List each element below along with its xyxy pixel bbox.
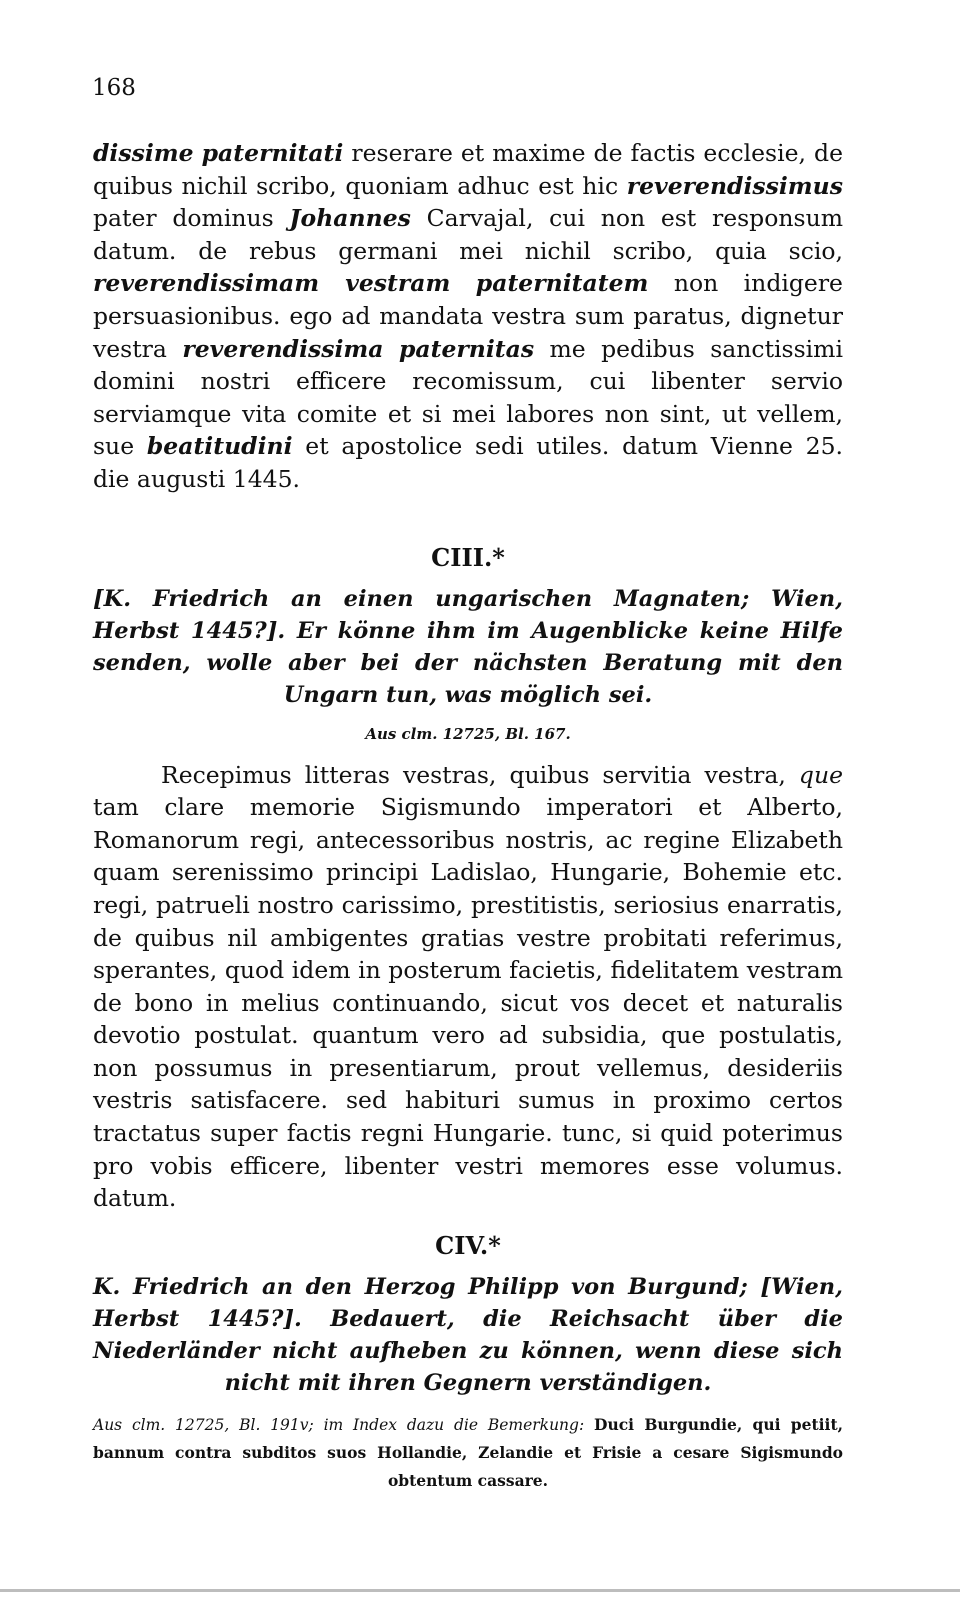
letter-summary-civ: K. Friedrich an den Herzog Philipp von Burgund; [Wien, Herbst 1445?]. Bedauert, die Reichsacht über die Niederländer nicht aufheben zu können, wenn diese sich nicht mit ihren Gegnern verständigen. <box>93 1273 843 1396</box>
text-segment: dissime <box>93 139 194 167</box>
text-segment: paternitatem <box>475 269 649 298</box>
bottom-scan-rule <box>0 1589 960 1592</box>
continuation-paragraph <box>93 137 843 496</box>
text-segment: reserare et maxime de factis ecclesie, de quibus nichil scribo, quoniam adhuc est hic <box>93 139 843 200</box>
text-segment: reverendissimam vestram <box>93 269 451 298</box>
text-segment: non indigere persuasionibus. ego ad mandata vestra sum paratus, dignetur vestra <box>93 269 843 363</box>
text-segment: me pedibus sanctissimi domini nostri efficere recomissum, cui libenter servio serviamque vita comite et si mei labores non sint, ut vellem, sue <box>93 334 843 461</box>
letter-number-ciii: CIII.* <box>431 542 505 572</box>
source-reference: Aus clm. 12725, Bl. 191v; im Index dazu die Bemerkung: <box>93 1415 594 1434</box>
letter-number-civ: CIV.* <box>435 1230 501 1260</box>
source-note-civ <box>93 1411 843 1495</box>
letter-summary-ciii: [K. Friedrich an einen ungarischen Magnaten; Wien, Herbst 1445?]. Er könne ihm im Augenblicke keine Hilfe senden, wolle aber bei der nächsten Beratung mit den Ungarn tun, was möglich sei. <box>93 585 843 708</box>
source-note-ciii: Aus clm. 12725, Bl. 167. <box>365 724 571 743</box>
page-content <box>93 137 843 1495</box>
text-segment: paternitati <box>201 139 344 167</box>
text-segment: et apostolice sedi utiles. datum Vienne 25. die augusti 1445. <box>93 432 843 493</box>
text-segment: paternitas <box>398 334 535 363</box>
source-remark: Duci Burgundie, qui petiit, bannum contra subditos suos Hollandie, Zelandie et Frisie a cesare Sigismundo obtentum cassare. <box>93 1414 843 1490</box>
page-number: 168 <box>92 75 136 101</box>
text-segment: reverendissima <box>182 334 384 363</box>
text-segment: pater dominus <box>93 204 290 233</box>
text-segment: reverendissimus <box>626 171 843 200</box>
text-segment: beatitudini <box>146 432 293 461</box>
text-segment <box>450 269 475 297</box>
text-segment: Carvajal, cui non est responsum datum. de rebus germani mei nichil scribo, quia scio, <box>93 204 843 265</box>
text-segment: que <box>798 760 843 789</box>
text-segment: Johannes <box>289 204 411 233</box>
letter-body-ciii <box>93 759 843 1215</box>
text-segment: tam clare memorie Sigismundo imperatori et Alberto, Romanorum regi, antecessoribus nostris, ac regine Elizabeth quam serenissimo principi Ladislao, Hungarie, Bohemie etc. regi, patrueli nostro carissimo, prestitistis, seriosius enarratis, de quibus nil ambigentes gratias vestre probitati referimus, sperantes, quod idem in posterum facietis, fidelitatem vestram de bono in melius continuando, sicut vos decet et naturalis devotio postulat. quantum vero ad subsidia, que postulatis, non possumus in presentiarum, prout vellemus, desideriis vestris satisfacere. sed habituri sumus in proximo certos tractatus super factis regni Hungarie. tunc, si quid poterimus pro vobis efficere, libenter vestri memores esse volumus. datum. <box>93 793 843 1213</box>
text-segment <box>194 139 202 167</box>
text-segment: Recepimus litteras vestras, quibus servitia vestra, <box>161 760 799 789</box>
text-segment <box>384 335 399 363</box>
